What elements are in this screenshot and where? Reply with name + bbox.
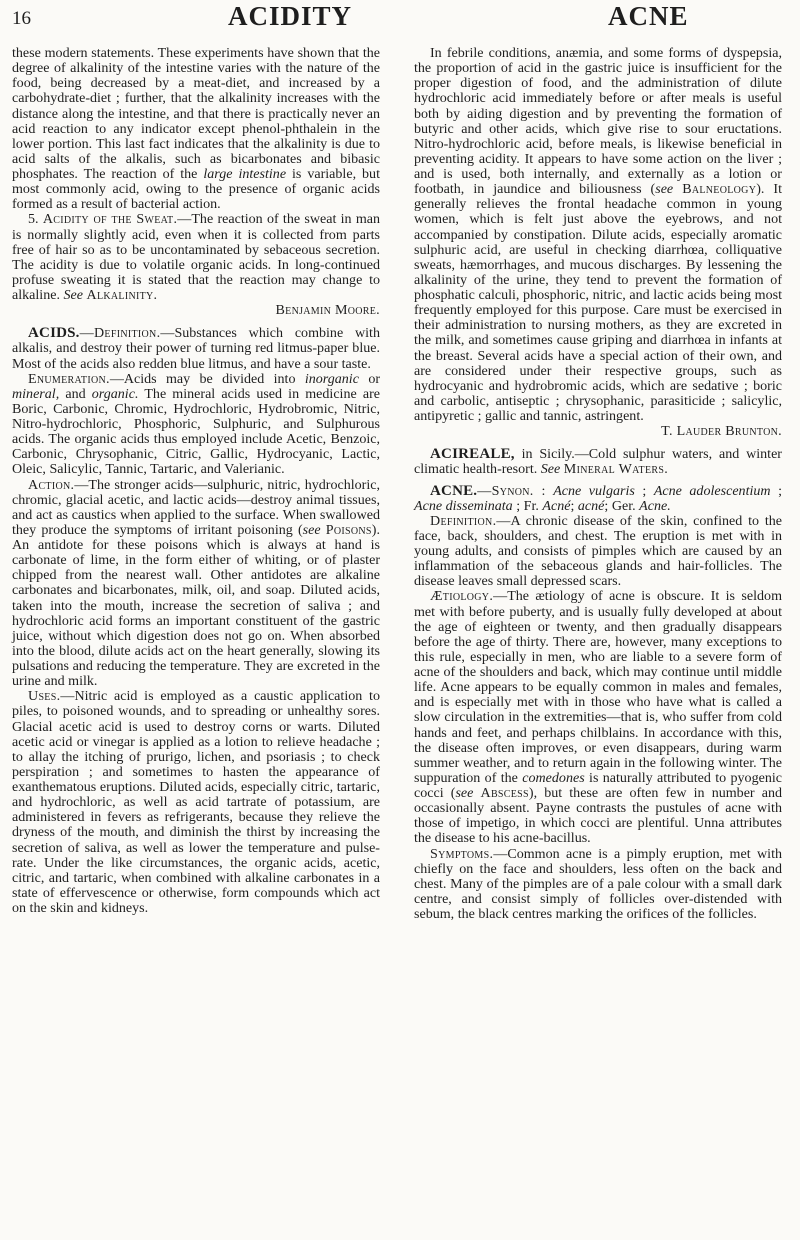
cross-reference[interactable]: Alkalinity. — [86, 287, 158, 303]
paragraph-enumeration: Enumeration.—Acids may be divided into inorganic or mineral, and organic. The mineral acids used in medicine are Boric, Carbonic, Chromic, Hydrochloric, Hydrobromic, Nitric, Nitro-hydrochloric, Phosphoric, Sulphuric, and Sulphurous acids. The organic acids thus employed include Acetic, Benzoic, Carbonic, Chrysophanic, Citric, Gallic, Hydrocyanic, Lactic, Oleic, Salicylic, Tannic, Tartaric, and Valerianic. — [12, 370, 381, 478]
author-signature: Benjamin Moore. — [275, 302, 380, 319]
entry-acne: ACNE.—Synon. : Acne vulgaris ; Acne adolescentium ; Acne disseminata ; Fr. Acné; acné; Ger. Acne. — [414, 482, 782, 514]
right-column — [414, 46, 782, 922]
paragraph-sweat-acidity: 5. Acidity of the Sweat.—The reaction of the sweat in man is normally slightly acid, even when it is collected from parts free of hair so as to be uncontaminated by sebaceous secretion. The acidity is due to volatile organic acids. In long-continued profuse sweating it is stated that the reaction may change to alkaline. See Alkalinity. — [12, 211, 380, 303]
paragraph-action: Action.—The stronger acids—sulphuric, nitric, hydrochloric, chromic, glacial acetic, and lactic acids—destroy animal tissues, and act as caustics when applied to the surface. When swallowed they produce the symptoms of irritant poisoning (see Poisons). An antidote for these poisons which is always at hand is carbonate of lime, in the form either of whiting, or of plaster chipped from the nearest wall. Other antidotes are alkaline carbonates and bicarbonates, milk, oil, and soap. Diluted acids, taken into the mouth, increase the secretion of saliva ; and hydrochloric acid forms an important constituent of the gastric juice, without which digestion does not go on. When absorbed into the blood, dilute acids act on the heart generally, slowing its pulsations and reducing the temperature. They are excreted in the urine and milk. — [12, 476, 380, 690]
entry-headword: ACIDS. — [28, 325, 80, 342]
left-column — [12, 46, 380, 916]
cross-reference[interactable]: Mineral Waters. — [563, 461, 669, 478]
entry-headword: ACNE. — [430, 482, 478, 499]
paragraph-aetiology: Ætiology.—The ætiology of acne is obscure. It is seldom met with before puberty, and is usually fully developed at about the age of eighteen or twenty, and then gradually disappears before the age of thirty. There are, however, many exceptions to this rule, especially in men, who are liable to a severe form of acne of the shoulders and back, which may continue until middle life. Acne appears to be equally common in males and females, and is especially met with in those who have what is called a slow circulation in the extremities—that is, who suffer from cold hands and feet, and perhaps chilblains. In accordance with this, the disease often improves, or even disappears, during warm summer weather, and to return again in the following winter. The suppuration of the comedones is naturally attributed to pyogenic cocci (see Abscess), but these are often few in number and occasionally absent. Payne contrasts the pustules of acne with those of impetigo, in which cocci are plentiful. Unna attributes the disease to his acne-bacillus. — [414, 588, 783, 847]
paragraph-febrile-conditions: In febrile conditions, anæmia, and some forms of dyspepsia, the proportion of acid in the gastric juice is insufficient for the proper digestion of food, and the administration of dilute hydrochloric acid immediately before or after meals is useful both by aiding digestion and by preventing the formation of butyric and other acids, which give rise to sour eructations. Nitro-hydrochloric acid, before meals, is likewise beneficial in preventing acidity. It appears to have some action on the liver ; and is used, both internally, and externally as a lotion or footbath, in jaundice and biliousness (see Balneology). It generally relieves the frontal headache common in young women, which is felt just above the eyebrows, and not accompanied by constipation. Dilute acids, especially aromatic sulphuric acid, are useful in checking diarrhœa, colliquative sweats, hæmorrhages, and mucous discharges. By lessening the alkalinity of the urine, they tend to prevent the formation of phosphatic calculi, phosphoric, nitric, and lactic acids being most frequently employed for this purpose. Care must be exercised in their administration to nursing mothers, as they are excreted in the milk, and sometimes cause griping and diarrhœa in infants at the breast. Several acids have a special action of their own, and are considered under their respective groups, such as hydrocyanic and hydrobromic acids, which are sedative ; boric and carbolic, antiseptic ; chrysophanic, parasiticide ; salicylic, antipyretic ; gallic and tannic, astringent. — [414, 45, 782, 424]
entry-acids: ACIDS.—Definition.—Substances which combine with alkalis, and destroy their power of turning red litmus-paper blue. Most of the acids also redden blue litmus, and have a sour taste. — [12, 325, 380, 372]
entry-acireale: ACIREALE, in Sicily.—Cold sulphur waters, and winter climatic health-resort. See Mineral Waters. — [414, 446, 782, 478]
paragraph-definition: Definition.—A chronic disease of the skin, confined to the face, back, shoulders, and chest. The eruption is met with in young adults, and consists of pimples which are caused by an inflammation of the sebaceous glands and hair-follicles. The disease leaves small depressed scars. — [414, 512, 782, 590]
paragraph-uses: Uses.—Nitric acid is employed as a caustic application to piles, to poisoned wounds, and to spreading or unhealthy sores. Glacial acetic acid is used to destroy corns or warts. Diluted acetic acid or vinegar is applied as a lotion to relieve headache ; to allay the itching of prurigo, lichen, and psoriasis ; to check perspiration ; and sometimes to hasten the appearance of exanthematous eruptions. Diluted acids, especially citric, tartaric, and hydrochloric, as well as acid tartrate of potassium, are administered in fevers as refrigerants, because they relieve the dryness of the mouth, and diminish the thirst by increasing the secretion of saliva, as well as lower the temperature and pulse-rate. Under the like circumstances, the organic acids, acetic, citric, and tartaric, when combined with alkaline carbonates in a state of effervescence or otherwise, form compounds which act on the skin and kidneys. — [12, 688, 380, 916]
running-head-right: ACNE — [608, 1, 689, 31]
entry-headword: ACIREALE, — [430, 446, 515, 463]
cross-reference[interactable]: Balneology — [682, 181, 757, 198]
cross-reference[interactable]: Poisons — [325, 521, 372, 538]
page-number: 16 — [12, 8, 31, 29]
paragraph-intestine-alkalinity: these modern statements. These experiments have shown that the degree of alkalinity of the intestine varies with the nature of the food, being decreased by a meat-diet, and increased by a carbohydrate-diet ; further, that the alkalinity increases with the distance along the intestine, and that there is practically never an acid reaction to any indicator except phenol-phthalein in the lower portion. This last fact indicates that the alkalinity is due to acid salts of the alkalis, such as bicarbonates and bibasic phosphates. The reaction of the large intestine is variable, but most commonly acid, owing to the presence of organic acids formed as a result of bacterial action. — [12, 45, 380, 213]
paragraph-symptoms: Symptoms.—Common acne is a pimply eruption, met with chiefly on the face and shoulders, less often on the back and chest. Many of the pimples are of a pale colour with a small dark centre, and consist simply of follicles over-distended with sebum, the black centres marking the orifices of the follicles. — [414, 845, 782, 922]
running-head-left: ACIDITY — [228, 1, 353, 31]
author-signature: T. Lauder Brunton. — [661, 423, 782, 440]
cross-reference[interactable]: Abscess — [480, 785, 529, 801]
